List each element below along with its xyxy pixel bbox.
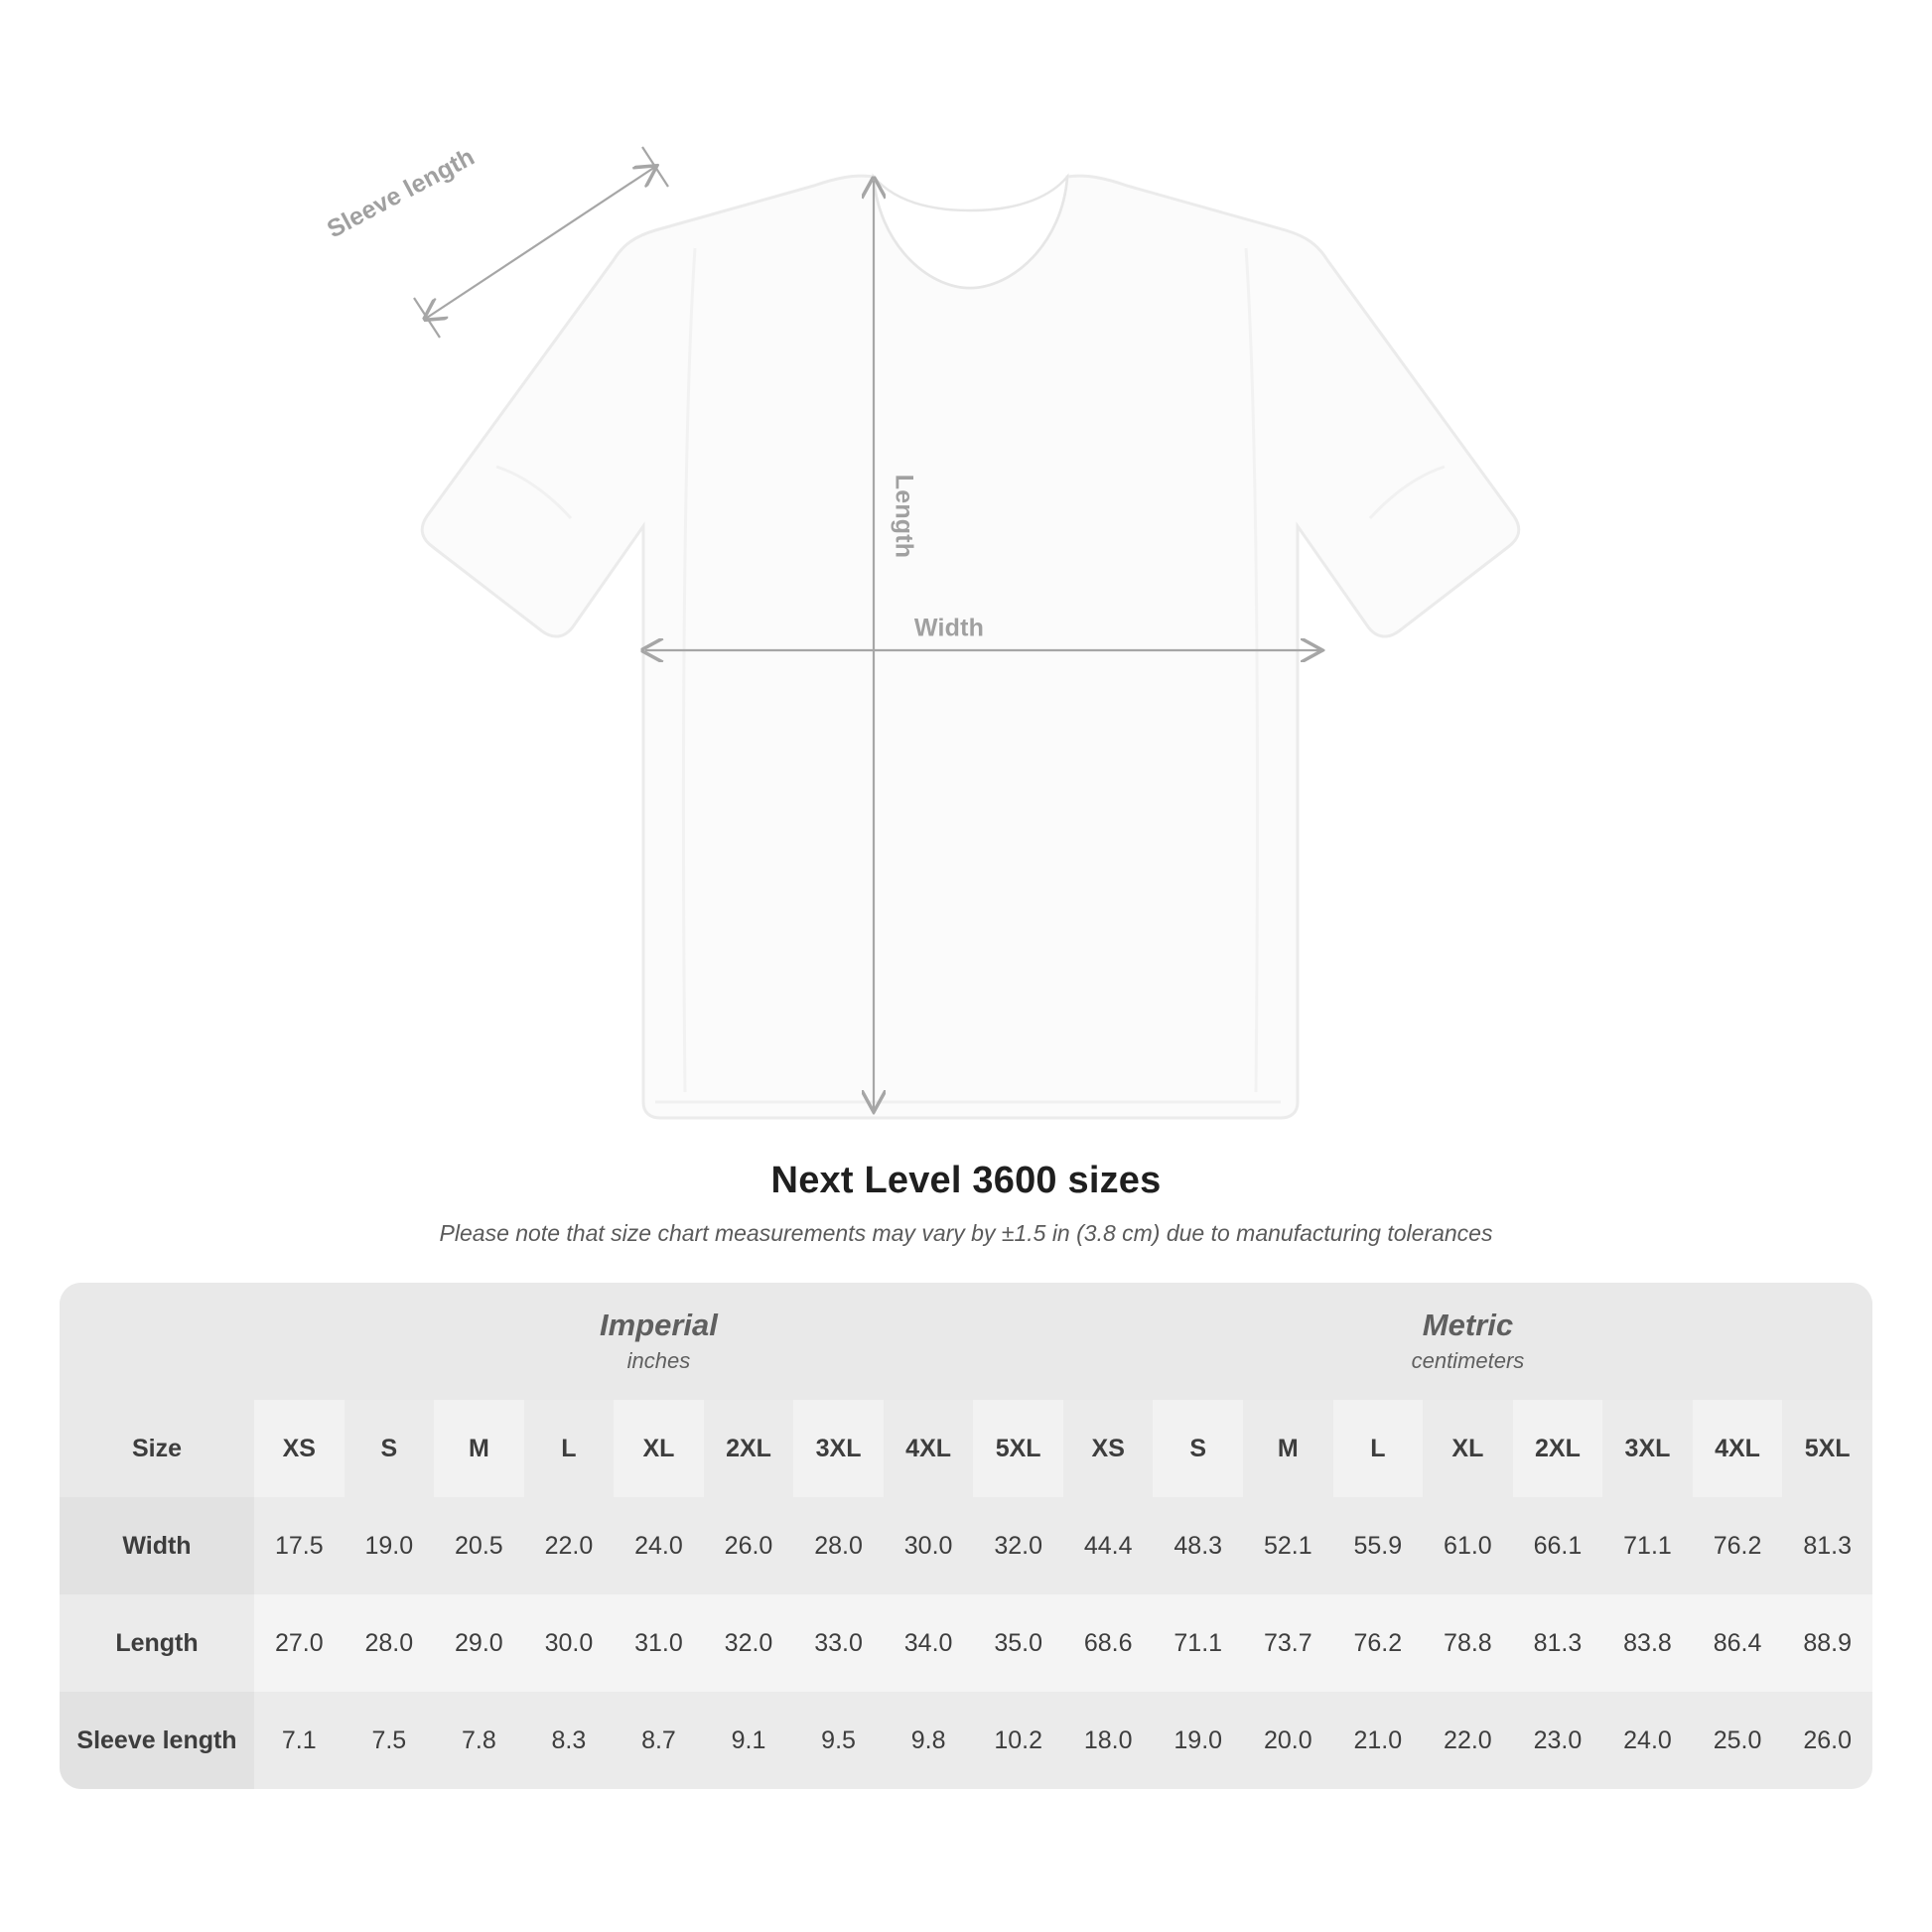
size-header-xl-imperial: XL xyxy=(614,1400,704,1497)
size-header-2xl-imperial: 2XL xyxy=(704,1400,794,1497)
size-header-3xl-metric: 3XL xyxy=(1602,1400,1693,1497)
cell-length-3xl-cm: 83.8 xyxy=(1602,1594,1693,1692)
cell-width-xl-cm: 61.0 xyxy=(1423,1497,1513,1594)
cell-length-4xl-in: 34.0 xyxy=(884,1594,974,1692)
page-title: Next Level 3600 sizes xyxy=(770,1160,1162,1201)
cell-sleeve-2xl-in: 9.1 xyxy=(704,1692,794,1789)
cell-sleeve-4xl-in: 9.8 xyxy=(884,1692,974,1789)
cell-sleeve-5xl-cm: 26.0 xyxy=(1782,1692,1872,1789)
cell-width-4xl-in: 30.0 xyxy=(884,1497,974,1594)
cell-length-5xl-cm: 88.9 xyxy=(1782,1594,1872,1692)
cell-sleeve-5xl-in: 10.2 xyxy=(973,1692,1063,1789)
size-header-3xl-imperial: 3XL xyxy=(793,1400,884,1497)
size-table-wrapper xyxy=(60,1283,1872,1789)
system-imperial-unit: inches xyxy=(626,1348,691,1374)
cell-sleeve-l-cm: 21.0 xyxy=(1333,1692,1424,1789)
cell-width-4xl-cm: 76.2 xyxy=(1693,1497,1783,1594)
sleeve-length-label: Sleeve length xyxy=(322,142,480,244)
width-label: Width xyxy=(913,614,985,642)
system-metric-unit: centimeters xyxy=(1411,1348,1525,1374)
cell-sleeve-xl-cm: 22.0 xyxy=(1423,1692,1513,1789)
cell-width-m-in: 20.5 xyxy=(434,1497,524,1594)
cell-width-m-cm: 52.1 xyxy=(1243,1497,1333,1594)
cell-sleeve-xs-cm: 18.0 xyxy=(1063,1692,1154,1789)
tolerance-note: Please note that size chart measurements may vary by ±1.5 in (3.8 cm) due to manufacturing tolerances xyxy=(439,1220,1493,1246)
cell-sleeve-3xl-in: 9.5 xyxy=(793,1692,884,1789)
size-header-s-metric: S xyxy=(1153,1400,1243,1497)
cell-width-3xl-in: 28.0 xyxy=(793,1497,884,1594)
cell-sleeve-4xl-cm: 25.0 xyxy=(1693,1692,1783,1789)
cell-sleeve-3xl-cm: 24.0 xyxy=(1602,1692,1693,1789)
cell-length-m-in: 29.0 xyxy=(434,1594,524,1692)
title-block xyxy=(0,1160,1932,1247)
system-imperial-name: Imperial xyxy=(600,1307,718,1342)
cell-sleeve-s-in: 7.5 xyxy=(345,1692,435,1789)
size-header-2xl-metric: 2XL xyxy=(1513,1400,1603,1497)
table-row xyxy=(60,1692,1872,1789)
cell-length-xs-cm: 68.6 xyxy=(1063,1594,1154,1692)
table-row xyxy=(60,1497,1872,1594)
cell-width-s-in: 19.0 xyxy=(345,1497,435,1594)
row-header-width: Width xyxy=(60,1497,254,1594)
size-header-xl-metric: XL xyxy=(1423,1400,1513,1497)
system-metric xyxy=(1063,1283,1872,1400)
cell-sleeve-xs-in: 7.1 xyxy=(254,1692,345,1789)
size-header-xs-imperial: XS xyxy=(254,1400,345,1497)
cell-sleeve-2xl-cm: 23.0 xyxy=(1513,1692,1603,1789)
size-header-4xl-imperial: 4XL xyxy=(884,1400,974,1497)
size-header-4xl-metric: 4XL xyxy=(1693,1400,1783,1497)
cell-length-s-in: 28.0 xyxy=(345,1594,435,1692)
cell-width-5xl-cm: 81.3 xyxy=(1782,1497,1872,1594)
size-header-5xl-imperial: 5XL xyxy=(973,1400,1063,1497)
size-header-m-imperial: M xyxy=(434,1400,524,1497)
size-table xyxy=(60,1283,1872,1789)
cell-length-2xl-in: 32.0 xyxy=(704,1594,794,1692)
size-header-xs-metric: XS xyxy=(1063,1400,1154,1497)
cell-sleeve-s-cm: 19.0 xyxy=(1153,1692,1243,1789)
system-header-row xyxy=(60,1283,1872,1400)
size-header-row xyxy=(60,1400,1872,1497)
size-header-l-metric: L xyxy=(1333,1400,1424,1497)
cell-length-3xl-in: 33.0 xyxy=(793,1594,884,1692)
cell-length-l-cm: 76.2 xyxy=(1333,1594,1424,1692)
cell-width-5xl-in: 32.0 xyxy=(973,1497,1063,1594)
cell-width-xl-in: 24.0 xyxy=(614,1497,704,1594)
cell-sleeve-xl-in: 8.7 xyxy=(614,1692,704,1789)
table-corner-cell xyxy=(60,1283,254,1400)
system-metric-name: Metric xyxy=(1422,1307,1514,1342)
row-header-sleeve-length: Sleeve length xyxy=(60,1692,254,1789)
size-header-s-imperial: S xyxy=(345,1400,435,1497)
cell-width-2xl-in: 26.0 xyxy=(704,1497,794,1594)
size-header-5xl-metric: 5XL xyxy=(1782,1400,1872,1497)
size-header-l-imperial: L xyxy=(524,1400,615,1497)
tshirt-shape xyxy=(422,176,1519,1118)
cell-length-xl-in: 31.0 xyxy=(614,1594,704,1692)
size-header-m-metric: M xyxy=(1243,1400,1333,1497)
cell-length-xl-cm: 78.8 xyxy=(1423,1594,1513,1692)
cell-width-l-cm: 55.9 xyxy=(1333,1497,1424,1594)
cell-width-l-in: 22.0 xyxy=(524,1497,615,1594)
cell-length-4xl-cm: 86.4 xyxy=(1693,1594,1783,1692)
cell-length-l-in: 30.0 xyxy=(524,1594,615,1692)
cell-width-2xl-cm: 66.1 xyxy=(1513,1497,1603,1594)
cell-length-s-cm: 71.1 xyxy=(1153,1594,1243,1692)
table-row xyxy=(60,1594,1872,1692)
cell-width-xs-in: 17.5 xyxy=(254,1497,345,1594)
length-label: Length xyxy=(890,474,918,559)
cell-length-5xl-in: 35.0 xyxy=(973,1594,1063,1692)
cell-length-xs-in: 27.0 xyxy=(254,1594,345,1692)
cell-width-xs-cm: 44.4 xyxy=(1063,1497,1154,1594)
system-imperial xyxy=(254,1283,1063,1400)
cell-length-m-cm: 73.7 xyxy=(1243,1594,1333,1692)
cell-sleeve-m-in: 7.8 xyxy=(434,1692,524,1789)
cell-sleeve-m-cm: 20.0 xyxy=(1243,1692,1333,1789)
cell-width-s-cm: 48.3 xyxy=(1153,1497,1243,1594)
cell-width-3xl-cm: 71.1 xyxy=(1602,1497,1693,1594)
cell-length-2xl-cm: 81.3 xyxy=(1513,1594,1603,1692)
cell-sleeve-l-in: 8.3 xyxy=(524,1692,615,1789)
size-column-header: Size xyxy=(60,1400,254,1497)
row-header-length: Length xyxy=(60,1594,254,1692)
